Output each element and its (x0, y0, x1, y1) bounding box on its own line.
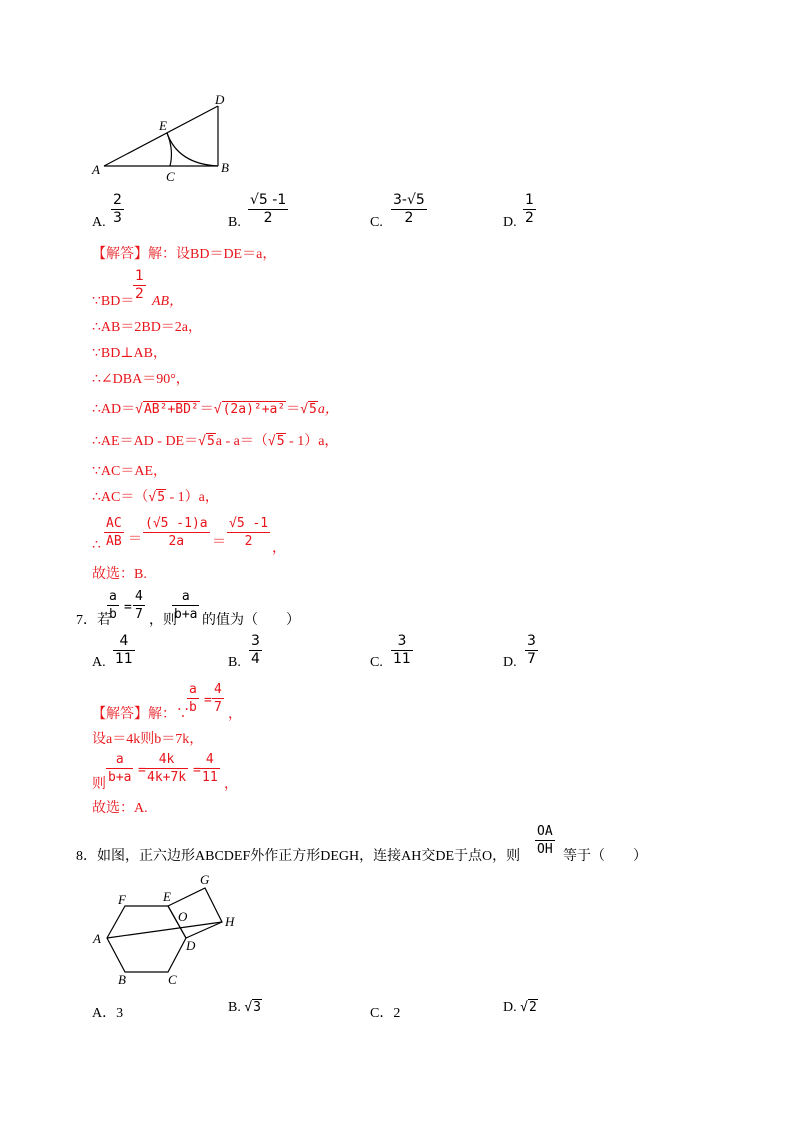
figure-triangle-abd (88, 92, 238, 184)
q7-solution-fraction-4-7: $\frac{4}{7}$ (214, 682, 222, 715)
q7-solution-fraction-a-b-plus-a: $\frac{a}{b+a}$ (108, 752, 132, 785)
solution-line-5: ∴∠DBA＝90°， (92, 372, 190, 387)
solution-line-2-post: AB， (152, 294, 184, 309)
solution-line-9: ∴AC＝（√5 - 1）a， (92, 490, 219, 505)
solution-line-11: 故选：B. (92, 567, 147, 582)
q7-option-a-label: A. (92, 655, 106, 670)
option-d-fraction: $\frac{1}{2}$ (525, 192, 534, 226)
q7-option-c-label: C. (370, 655, 383, 670)
q7-solution-fraction-a-b: $\frac{a}{b}$ (189, 682, 197, 715)
solution-line-10-post: ， (272, 541, 286, 556)
solution-line-3: ∴AB＝2BD＝2a， (92, 320, 203, 335)
q8-suffix: 等于（ ） (563, 849, 647, 864)
option-c-fraction: $\frac{3-√5}{2}$ (393, 192, 425, 226)
label-e: E (159, 118, 167, 133)
q7-prefix: 7．若 (76, 613, 111, 628)
q7-solution-eq-3: = (193, 763, 201, 778)
q7-option-d-fraction: $\frac{3}{7}$ (527, 633, 536, 667)
q7-solution-line-3-post: ， (224, 777, 238, 792)
solution-line-2-fraction: $\frac{1}{2}$ (135, 268, 144, 302)
option-a-label: A. (92, 215, 106, 230)
q7-solution-line-2: 设a＝4k则b＝7k， (92, 732, 204, 747)
option-c-label: C. (370, 215, 383, 230)
q7-fraction-4-7: $\frac{4}{7}$ (135, 589, 143, 622)
q7-fraction-a-b-plus-a: $\frac{a}{b+a}$ (174, 589, 198, 622)
solution-line-1: 【解答】解：设BD＝DE＝a， (92, 247, 277, 262)
label-e: E (163, 889, 171, 904)
q7-option-a-fraction: $\frac{4}{11}$ (115, 633, 133, 667)
q8-option-d: D. √2 (503, 1000, 537, 1015)
q7-mid: ，则 (149, 613, 177, 628)
q7-solution-eq-2: = (138, 763, 146, 778)
solution-line-10-fraction-1: $\frac{AC}{AB}$ (106, 516, 122, 549)
q8-option-b: B. √3 (228, 1000, 261, 1015)
q7-option-d-label: D. (503, 655, 517, 670)
q7-suffix: 的值为（ ） (202, 613, 300, 628)
solution-line-10-fraction-3: $\frac{√5 -1}{2}$ (229, 516, 269, 549)
q8-fraction-oa-oh: $\frac{OA}{OH}$ (537, 824, 553, 857)
q7-option-c-fraction: $\frac{3}{11}$ (393, 633, 411, 667)
q7-option-b-fraction: $\frac{3}{4}$ (251, 633, 260, 667)
solution-line-2-pre: ∵BD＝ (92, 294, 135, 309)
label-a: A (92, 162, 100, 177)
label-h: H (225, 914, 235, 929)
solution-line-10-pre: ∴ (92, 538, 101, 553)
q7-solution-fraction-4k: $\frac{4k}{4k+7k}$ (147, 752, 187, 785)
q7-solution-line-1-post: ， (228, 707, 242, 722)
q7-option-b-label: B. (228, 655, 241, 670)
label-a: A (93, 931, 101, 946)
q7-solution-line-3-pre: 则 (92, 777, 106, 792)
q7-solution-fraction-4-11: $\frac{4}{11}$ (202, 752, 218, 785)
label-c: C (166, 169, 175, 184)
label-c: C (168, 972, 177, 987)
q7-solution-line-4: 故选：A. (92, 801, 148, 816)
q7-solution-eq: = (204, 693, 212, 708)
solution-line-7: ∴AE＝AD - DE＝√5a - a＝（√5 - 1）a， (92, 434, 339, 449)
solution-line-6: ∴AD＝√AB²+BD²＝√(2a)²+a²＝√5a， (92, 402, 339, 417)
option-d-label: D. (503, 215, 517, 230)
label-b: B (221, 160, 229, 175)
q8-option-c: C．2 (370, 1006, 401, 1021)
option-a-fraction: $\frac{2}{3}$ (113, 192, 122, 226)
solution-line-10-fraction-2: $\frac{(√5 -1)a}{2a}$ (145, 516, 208, 549)
q8-option-a: A．3 (92, 1006, 124, 1021)
option-b-label: B. (228, 215, 241, 230)
solution-line-4: ∵BD⊥AB， (92, 346, 167, 361)
solution-line-8: ∵AC＝AE， (92, 464, 168, 479)
label-f: F (118, 892, 126, 907)
option-b-fraction: $\frac{√5 -1}{2}$ (250, 192, 287, 226)
label-d: D (215, 92, 225, 107)
label-b: B (118, 972, 126, 987)
label-o: O (178, 909, 188, 924)
q7-solution-line-1-pre: 【解答】解：∵ (92, 707, 190, 722)
figure-hexagon-square (88, 868, 248, 992)
q8-text: 8．如图，正六边形ABCDEF外作正方形DEGH，连接AH交DE于点O，则 (76, 849, 521, 864)
q7-eq: = (124, 600, 132, 615)
solution-line-10-eq-1: ＝ (128, 532, 142, 547)
q7-fraction-a-b: $\frac{a}{b}$ (109, 589, 117, 622)
label-d: D (186, 938, 196, 953)
solution-line-10-eq-2: ＝ (212, 535, 226, 550)
label-g: G (200, 872, 210, 887)
